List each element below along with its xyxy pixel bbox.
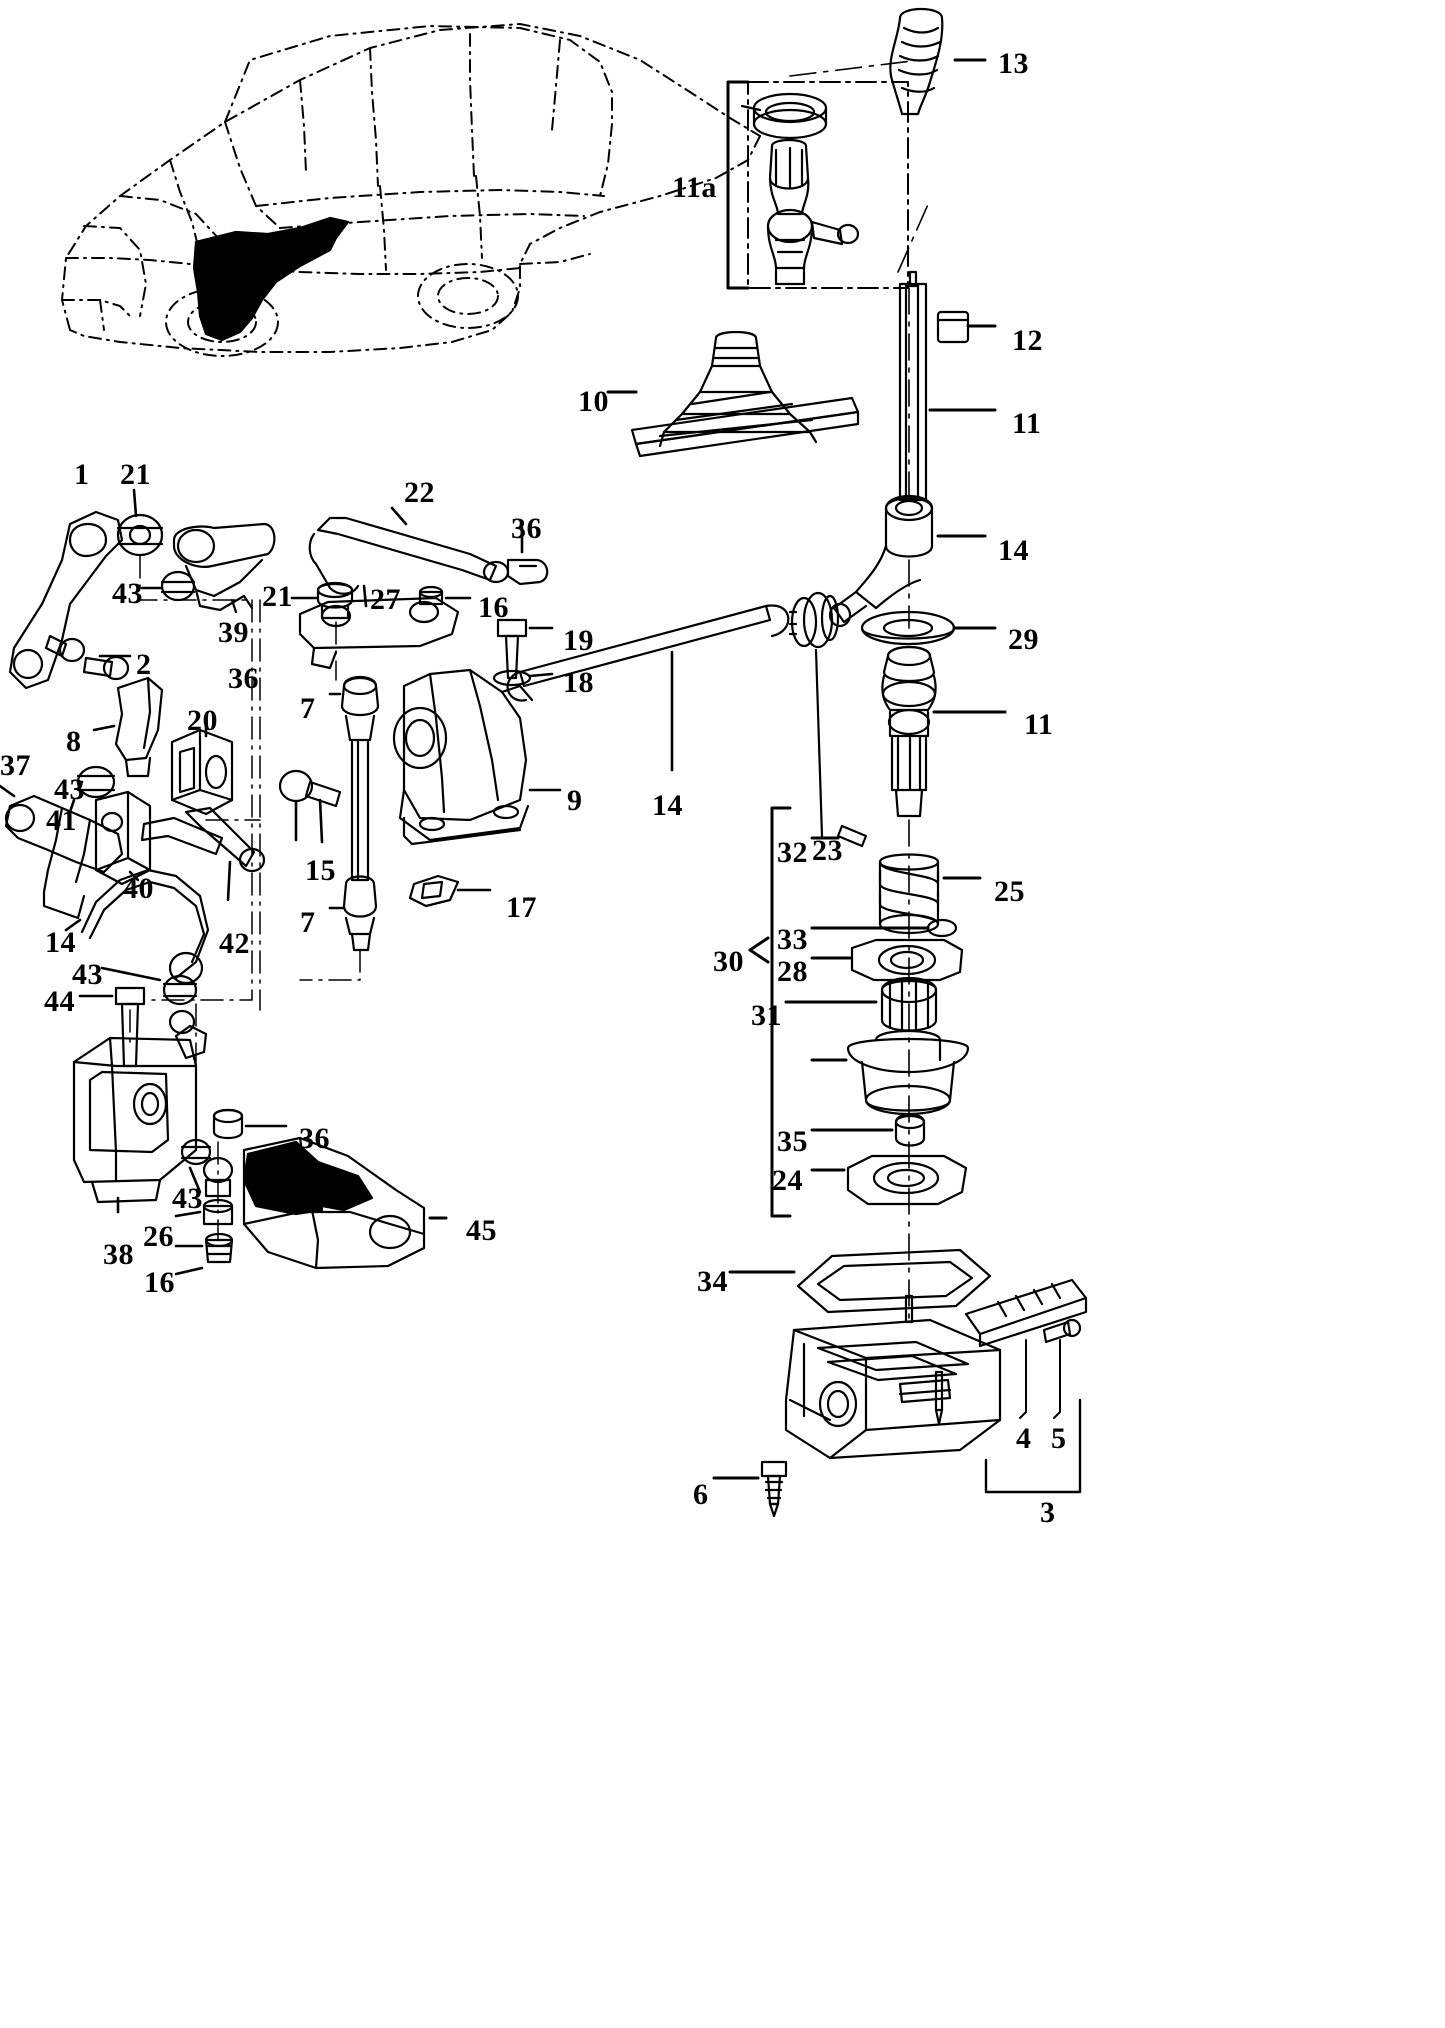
callout-3: 3 — [1040, 1496, 1056, 1529]
part-28-plate — [812, 940, 962, 980]
callout-7a: 7 — [300, 692, 316, 725]
callout-31: 31 — [751, 999, 782, 1032]
part-8-bracket — [94, 678, 162, 776]
part-10-shift-boot — [608, 332, 858, 456]
callout-14a: 14 — [45, 926, 76, 959]
callout-29: 29 — [1008, 623, 1039, 656]
callout-16a: 16 — [478, 591, 509, 624]
callout-26: 26 — [143, 1220, 174, 1253]
callout-7b: 7 — [300, 906, 316, 939]
callout-9: 9 — [567, 784, 583, 817]
callout-43c: 43 — [72, 958, 103, 991]
part-25-spring — [880, 855, 980, 934]
callout-32: 32 — [777, 836, 808, 869]
callout-20: 20 — [187, 704, 218, 737]
callout-21b: 21 — [262, 580, 293, 613]
callout-11b: 11 — [1012, 407, 1042, 440]
callout-36c: 36 — [299, 1122, 330, 1155]
callout-17: 17 — [506, 891, 537, 924]
part-11-lower-shaft — [882, 647, 1005, 816]
callout-45: 45 — [466, 1214, 497, 1247]
part-31-ball — [786, 978, 936, 1031]
part-18-washer — [494, 671, 552, 685]
part-39-lever — [174, 524, 274, 612]
vehicle-outline-inset — [62, 24, 760, 356]
callout-8: 8 — [66, 725, 82, 758]
callout-21a: 21 — [120, 458, 151, 491]
callout-6: 6 — [693, 1478, 709, 1511]
part-14-long-rod — [508, 605, 789, 770]
part-3-gearbox-housing — [786, 1296, 1000, 1458]
part-11-upper-shaft — [900, 272, 995, 500]
part-17-clip — [410, 876, 490, 906]
callout-43a: 43 — [112, 577, 143, 610]
callout-28: 28 — [777, 955, 808, 988]
callout-42: 42 — [219, 927, 250, 960]
callout-13: 13 — [998, 47, 1029, 80]
callout-41: 41 — [46, 804, 77, 837]
callout-43b: 43 — [54, 773, 85, 806]
callout-38: 38 — [103, 1238, 134, 1271]
callout-22: 22 — [404, 476, 435, 509]
callout-39: 39 — [218, 616, 249, 649]
part-24-plate — [812, 1156, 966, 1204]
callout-43d: 43 — [172, 1182, 203, 1215]
part-13-gear-knob — [890, 9, 942, 114]
callout-19: 19 — [563, 624, 594, 657]
part-23-bushing — [790, 593, 838, 836]
callout-16b: 16 — [144, 1266, 175, 1299]
part-15-pin — [280, 771, 340, 842]
part-12-bushing — [938, 312, 995, 342]
callout-27: 27 — [370, 583, 401, 616]
callout-14b: 14 — [652, 789, 683, 822]
callout-25: 25 — [994, 875, 1025, 908]
callout-40: 40 — [123, 872, 154, 905]
callout-44: 44 — [44, 985, 75, 1018]
part-19-bolt — [498, 620, 552, 678]
callout-15: 15 — [305, 854, 336, 887]
callout-1: 1 — [74, 458, 90, 491]
part-30-housing-cup — [812, 1031, 968, 1114]
part-35-bushing — [812, 1115, 924, 1146]
part-14-joint-right — [830, 496, 985, 626]
callout-4: 4 — [1016, 1422, 1032, 1455]
part-6-bolt — [714, 1462, 786, 1516]
part-11a-assembly — [728, 82, 908, 288]
callout-34: 34 — [697, 1265, 728, 1298]
callout-10: 10 — [578, 385, 609, 418]
callout-5: 5 — [1051, 1422, 1067, 1455]
callout-14c: 14 — [998, 534, 1029, 567]
part-7-shaft — [330, 677, 378, 950]
callout-11a: 11a — [672, 171, 717, 204]
part-21-bushing-a — [118, 490, 162, 555]
callout-35: 35 — [777, 1125, 808, 1158]
callout-37: 37 — [0, 749, 31, 782]
part-36-bushing-b — [214, 1110, 286, 1138]
callout-36a: 36 — [511, 512, 542, 545]
part-22-rod — [310, 508, 508, 594]
part-26-38-16-stack — [176, 1158, 232, 1274]
part-9-bracket — [394, 670, 560, 844]
callout-12: 12 — [1012, 324, 1043, 357]
part-29-washer — [862, 612, 995, 644]
part-34-gasket — [730, 1250, 990, 1312]
callout-2: 2 — [136, 648, 152, 681]
part-4-5-shift-rail — [966, 1280, 1086, 1492]
callout-36b: 36 — [228, 662, 259, 695]
callout-30: 30 — [713, 945, 744, 978]
callout-33: 33 — [777, 923, 808, 956]
callout-23: 23 — [812, 834, 843, 867]
callout-24: 24 — [772, 1164, 803, 1197]
callout-18: 18 — [563, 666, 594, 699]
callout-11c: 11 — [1024, 708, 1054, 741]
